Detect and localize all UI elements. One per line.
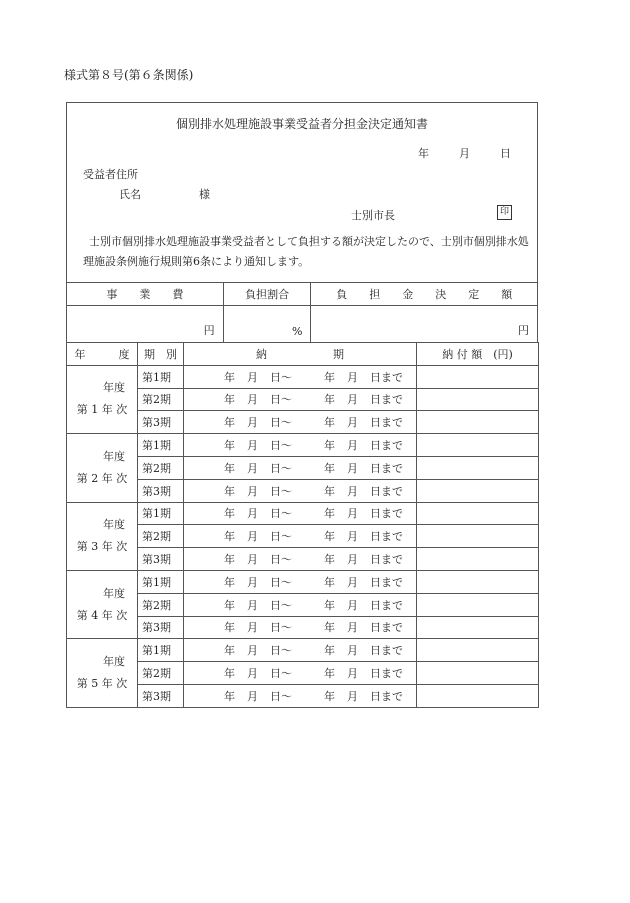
payment-amount-cell bbox=[417, 479, 539, 502]
term-label: 第3期 bbox=[138, 479, 184, 502]
fiscal-year-cell bbox=[67, 502, 138, 570]
schedule-row bbox=[67, 365, 539, 388]
due-from-day: 日〜 bbox=[270, 621, 292, 635]
term-label: 第2期 bbox=[138, 525, 184, 548]
due-to-day: 日まで bbox=[370, 621, 403, 635]
due-to-year: 年 bbox=[324, 461, 335, 475]
term-label: 第3期 bbox=[138, 548, 184, 571]
schedule-row bbox=[67, 684, 539, 707]
schedule-row bbox=[67, 411, 539, 434]
fee-value-decided-amount: 円 bbox=[311, 306, 538, 343]
due-to-year: 年 bbox=[324, 530, 335, 544]
due-from-day: 日〜 bbox=[270, 689, 292, 703]
due-period-cell bbox=[184, 525, 417, 548]
due-from-day: 日〜 bbox=[270, 507, 292, 521]
due-to-month: 月 bbox=[347, 689, 358, 703]
payment-amount-cell bbox=[417, 388, 539, 411]
payment-amount-cell bbox=[417, 570, 539, 593]
due-to-month: 月 bbox=[347, 575, 358, 589]
schedule-row bbox=[67, 525, 539, 548]
payment-amount-cell bbox=[417, 593, 539, 616]
due-from-day: 日〜 bbox=[270, 461, 292, 475]
schedule-body bbox=[67, 365, 539, 707]
fiscal-year-cell bbox=[67, 639, 138, 707]
due-to-year: 年 bbox=[324, 553, 335, 567]
due-from-year: 年 bbox=[224, 667, 235, 681]
due-from-year: 年 bbox=[224, 644, 235, 658]
due-to-year: 年 bbox=[324, 416, 335, 430]
due-to-day: 日まで bbox=[370, 416, 403, 430]
due-to-day: 日まで bbox=[370, 530, 403, 544]
due-from-month: 月 bbox=[247, 575, 258, 589]
due-from-month: 月 bbox=[247, 689, 258, 703]
payment-amount-cell bbox=[417, 525, 539, 548]
due-to-month: 月 bbox=[347, 598, 358, 612]
due-period-cell bbox=[184, 411, 417, 434]
schedule-row bbox=[67, 593, 539, 616]
due-from-day: 日〜 bbox=[270, 370, 292, 384]
due-to-month: 月 bbox=[347, 416, 358, 430]
due-from-year: 年 bbox=[224, 416, 235, 430]
fiscal-year-ordinal: 第 1 年 次 bbox=[76, 403, 128, 417]
due-to-month: 月 bbox=[347, 484, 358, 498]
due-from-day: 日〜 bbox=[270, 667, 292, 681]
due-to-year: 年 bbox=[324, 644, 335, 658]
fiscal-year-cell bbox=[67, 434, 138, 502]
due-from-year: 年 bbox=[224, 689, 235, 703]
due-from-year: 年 bbox=[224, 484, 235, 498]
due-from-month: 月 bbox=[247, 621, 258, 635]
schedule-row bbox=[67, 388, 539, 411]
payment-amount-cell bbox=[417, 456, 539, 479]
recipient-address-label: 受益者住所 bbox=[83, 168, 138, 181]
payment-amount-cell bbox=[417, 411, 539, 434]
due-to-year: 年 bbox=[324, 370, 335, 384]
due-to-month: 月 bbox=[347, 507, 358, 521]
due-from-year: 年 bbox=[224, 530, 235, 544]
due-from-year: 年 bbox=[224, 439, 235, 453]
schedule-header-due-period: 納 期 bbox=[184, 343, 417, 366]
due-from-month: 月 bbox=[247, 439, 258, 453]
due-period-cell bbox=[184, 593, 417, 616]
fiscal-year-ordinal: 第 2 年 次 bbox=[76, 471, 128, 485]
recipient-honorific: 様 bbox=[199, 188, 210, 201]
notice-header-box bbox=[66, 102, 538, 282]
due-to-year: 年 bbox=[324, 507, 335, 521]
due-period-cell bbox=[184, 548, 417, 571]
due-to-month: 月 bbox=[347, 393, 358, 407]
fiscal-year-cell bbox=[67, 570, 138, 638]
fiscal-year-suffix: 年度 bbox=[103, 586, 125, 600]
fiscal-year-cell bbox=[67, 365, 138, 433]
fiscal-year-ordinal: 第 3 年 次 bbox=[76, 540, 128, 554]
due-to-year: 年 bbox=[324, 667, 335, 681]
due-from-day: 日〜 bbox=[270, 598, 292, 612]
due-from-day: 日〜 bbox=[270, 575, 292, 589]
due-from-day: 日〜 bbox=[270, 439, 292, 453]
fee-table bbox=[66, 282, 538, 343]
payment-amount-cell bbox=[417, 548, 539, 571]
schedule-header-term: 期 別 bbox=[138, 343, 184, 366]
due-period-cell bbox=[184, 684, 417, 707]
term-label: 第2期 bbox=[138, 593, 184, 616]
due-to-year: 年 bbox=[324, 575, 335, 589]
due-to-day: 日まで bbox=[370, 553, 403, 567]
term-label: 第3期 bbox=[138, 684, 184, 707]
due-to-year: 年 bbox=[324, 689, 335, 703]
term-label: 第2期 bbox=[138, 662, 184, 685]
issue-date bbox=[388, 145, 511, 161]
due-to-day: 日まで bbox=[370, 575, 403, 589]
due-from-year: 年 bbox=[224, 575, 235, 589]
due-to-day: 日まで bbox=[370, 393, 403, 407]
fiscal-year-suffix: 年度 bbox=[103, 518, 125, 532]
payment-schedule-table bbox=[66, 342, 539, 708]
due-period-cell bbox=[184, 662, 417, 685]
fiscal-year-suffix: 年度 bbox=[103, 655, 125, 669]
due-from-day: 日〜 bbox=[270, 644, 292, 658]
payment-amount-cell bbox=[417, 434, 539, 457]
term-label: 第2期 bbox=[138, 456, 184, 479]
due-to-day: 日まで bbox=[370, 598, 403, 612]
due-from-month: 月 bbox=[247, 507, 258, 521]
fiscal-year-suffix: 年度 bbox=[103, 449, 125, 463]
due-from-year: 年 bbox=[224, 370, 235, 384]
due-to-month: 月 bbox=[347, 530, 358, 544]
payment-amount-cell bbox=[417, 639, 539, 662]
due-from-month: 月 bbox=[247, 484, 258, 498]
due-from-day: 日〜 bbox=[270, 530, 292, 544]
due-from-month: 月 bbox=[247, 416, 258, 430]
fee-header-project-cost: 事 業 費 bbox=[67, 283, 224, 306]
due-to-month: 月 bbox=[347, 439, 358, 453]
term-label: 第1期 bbox=[138, 639, 184, 662]
due-from-month: 月 bbox=[247, 598, 258, 612]
seal-mark: 印 bbox=[497, 205, 512, 220]
due-to-year: 年 bbox=[324, 621, 335, 635]
payment-amount-cell bbox=[417, 365, 539, 388]
due-period-cell bbox=[184, 616, 417, 639]
term-label: 第2期 bbox=[138, 388, 184, 411]
term-label: 第3期 bbox=[138, 411, 184, 434]
due-to-day: 日まで bbox=[370, 644, 403, 658]
due-to-day: 日まで bbox=[370, 370, 403, 384]
term-label: 第1期 bbox=[138, 434, 184, 457]
fee-header-decided-amount: 負 担 金 決 定 額 bbox=[311, 283, 538, 306]
due-period-cell bbox=[184, 479, 417, 502]
due-from-day: 日〜 bbox=[270, 393, 292, 407]
fee-header-ratio: 負担割合 bbox=[223, 283, 311, 306]
due-from-month: 月 bbox=[247, 667, 258, 681]
due-to-year: 年 bbox=[324, 439, 335, 453]
document-title: 個別排水処理施設事業受益者分担金決定通知書 bbox=[175, 117, 428, 131]
schedule-row bbox=[67, 639, 539, 662]
due-to-day: 日まで bbox=[370, 461, 403, 475]
due-from-year: 年 bbox=[224, 461, 235, 475]
due-period-cell bbox=[184, 388, 417, 411]
due-period-cell bbox=[184, 434, 417, 457]
term-label: 第3期 bbox=[138, 616, 184, 639]
due-from-month: 月 bbox=[247, 370, 258, 384]
date-day: 日 bbox=[500, 147, 511, 160]
due-to-day: 日まで bbox=[370, 484, 403, 498]
term-label: 第1期 bbox=[138, 502, 184, 525]
due-to-year: 年 bbox=[324, 393, 335, 407]
schedule-row bbox=[67, 502, 539, 525]
notice-body-text: 士別市個別排水処理施設事業受益者として負担する額が決定したので、士別市個別排水処理施設条例施行規則第6条により通知します。 bbox=[83, 235, 529, 268]
due-to-month: 月 bbox=[347, 644, 358, 658]
schedule-row bbox=[67, 479, 539, 502]
payment-amount-cell bbox=[417, 502, 539, 525]
due-from-month: 月 bbox=[247, 530, 258, 544]
due-from-day: 日〜 bbox=[270, 416, 292, 430]
schedule-row bbox=[67, 548, 539, 571]
due-to-month: 月 bbox=[347, 370, 358, 384]
schedule-row bbox=[67, 616, 539, 639]
schedule-header-amount: 納 付 額 (円) bbox=[417, 343, 539, 366]
fiscal-year-ordinal: 第 5 年 次 bbox=[76, 677, 128, 691]
date-month: 月 bbox=[459, 147, 470, 160]
due-from-day: 日〜 bbox=[270, 553, 292, 567]
due-period-cell bbox=[184, 570, 417, 593]
fee-value-project-cost: 円 bbox=[67, 306, 224, 343]
due-to-day: 日まで bbox=[370, 667, 403, 681]
schedule-row bbox=[67, 456, 539, 479]
due-period-cell bbox=[184, 502, 417, 525]
issuer-title: 士別市長 bbox=[351, 209, 395, 222]
recipient-name-label: 氏名 bbox=[119, 188, 141, 201]
due-period-cell bbox=[184, 456, 417, 479]
due-to-day: 日まで bbox=[370, 689, 403, 703]
payment-amount-cell bbox=[417, 684, 539, 707]
schedule-row bbox=[67, 434, 539, 457]
due-from-year: 年 bbox=[224, 507, 235, 521]
date-year: 年 bbox=[418, 147, 429, 160]
fiscal-year-suffix: 年度 bbox=[103, 381, 125, 395]
due-to-month: 月 bbox=[347, 553, 358, 567]
term-label: 第1期 bbox=[138, 365, 184, 388]
due-from-month: 月 bbox=[247, 393, 258, 407]
due-from-year: 年 bbox=[224, 621, 235, 635]
payment-amount-cell bbox=[417, 662, 539, 685]
due-to-year: 年 bbox=[324, 484, 335, 498]
schedule-row bbox=[67, 570, 539, 593]
due-to-day: 日まで bbox=[370, 507, 403, 521]
due-to-month: 月 bbox=[347, 461, 358, 475]
due-to-month: 月 bbox=[347, 667, 358, 681]
due-from-day: 日〜 bbox=[270, 484, 292, 498]
term-label: 第1期 bbox=[138, 570, 184, 593]
due-to-year: 年 bbox=[324, 598, 335, 612]
fee-value-ratio: % bbox=[223, 306, 311, 343]
due-from-year: 年 bbox=[224, 598, 235, 612]
due-period-cell bbox=[184, 639, 417, 662]
due-period-cell bbox=[184, 365, 417, 388]
form-number-label: 様式第８号(第６条関係) bbox=[64, 68, 194, 82]
due-from-month: 月 bbox=[247, 461, 258, 475]
due-to-month: 月 bbox=[347, 621, 358, 635]
due-from-month: 月 bbox=[247, 644, 258, 658]
due-to-day: 日まで bbox=[370, 439, 403, 453]
schedule-row bbox=[67, 662, 539, 685]
due-from-year: 年 bbox=[224, 393, 235, 407]
payment-amount-cell bbox=[417, 616, 539, 639]
fiscal-year-ordinal: 第 4 年 次 bbox=[76, 608, 128, 622]
due-from-year: 年 bbox=[224, 553, 235, 567]
schedule-header-year: 年 度 bbox=[67, 343, 138, 366]
due-from-month: 月 bbox=[247, 553, 258, 567]
